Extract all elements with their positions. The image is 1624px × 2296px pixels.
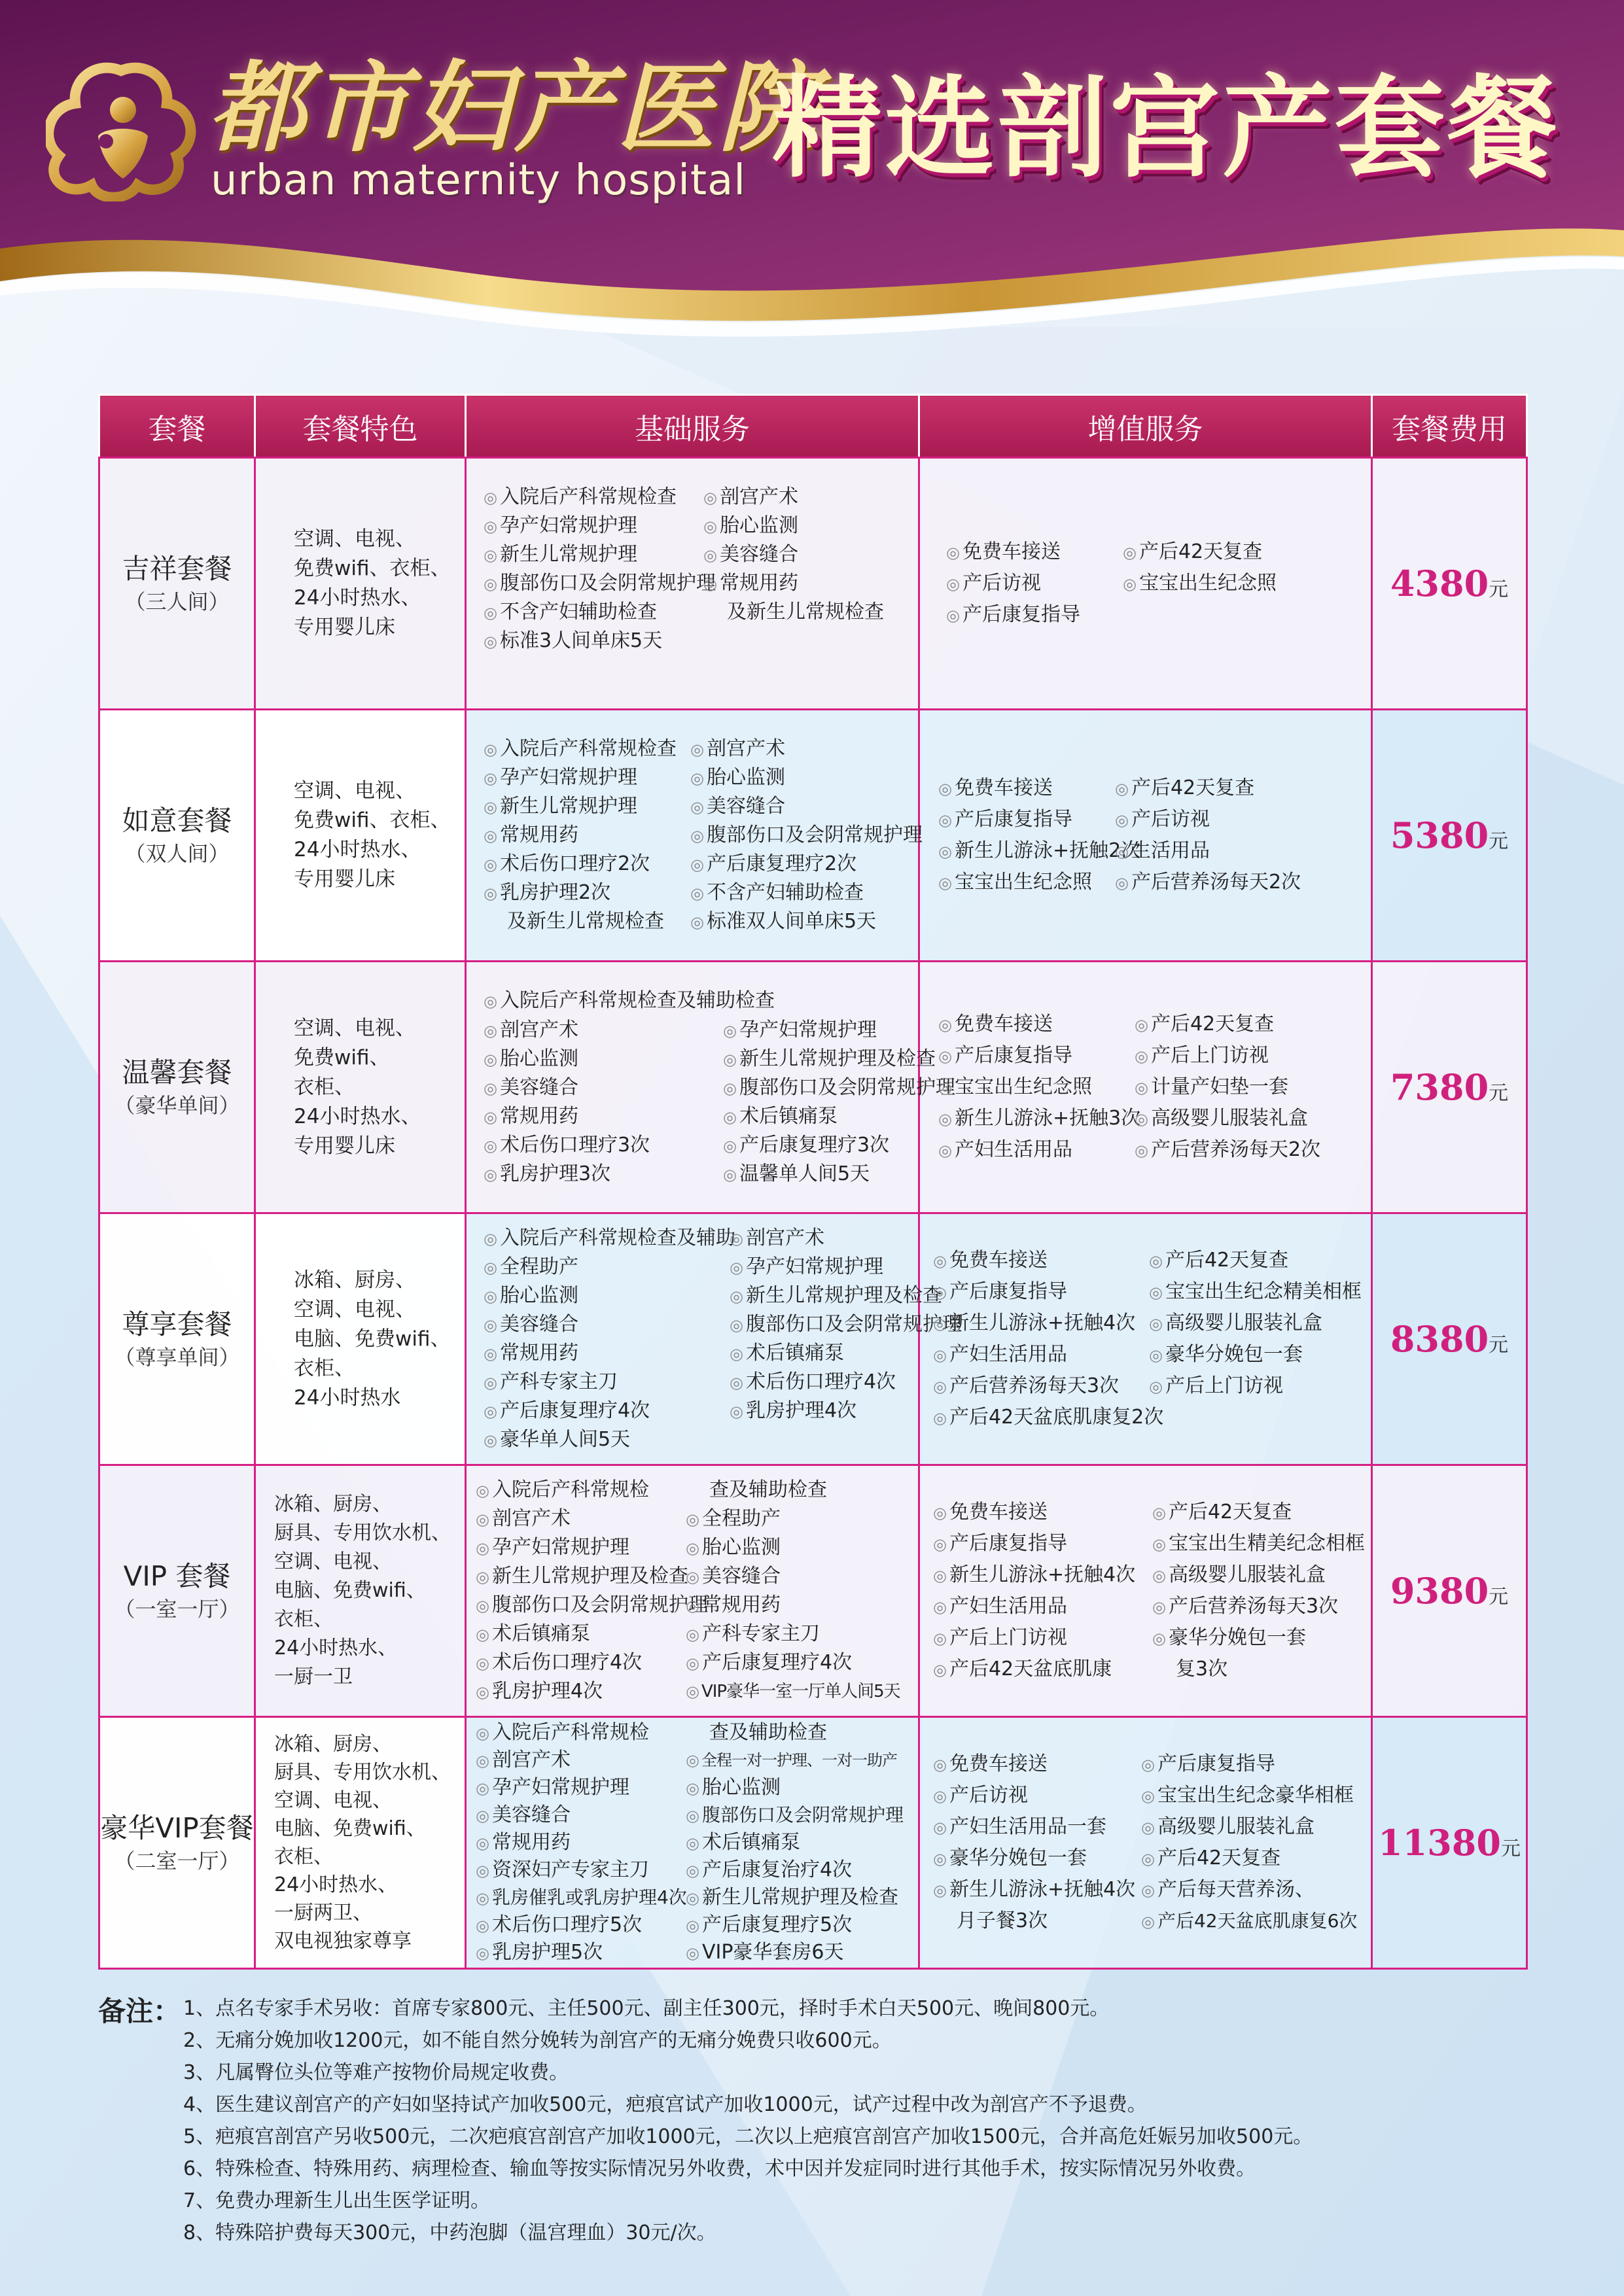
basic-services-cell (466, 962, 955, 1213)
package-name: 豪华VIP套餐 (100, 1812, 254, 1844)
note-item: 2、无痛分娩加收1200元，如不能自然分娩转为剖宫产的无痛分娩费只收600元。 (183, 2029, 892, 2052)
extra-item: ◎ 新生儿游泳+抚触4次 (933, 1559, 1152, 1591)
package-price: 11380 (1378, 1822, 1501, 1864)
header-extra-services: 增值服务 (919, 395, 1372, 458)
extra-item: ◎ 高级婴儿服装礼盒 (1152, 1559, 1368, 1591)
service-item: ◎ 孕产妇常规护理 (484, 763, 686, 792)
note-item: 7、免费办理新生儿出生医学证明。 (183, 2189, 491, 2212)
service-item: ◎ 产后康复理疗5次 (686, 1911, 914, 1939)
extra-item: ◎ 产妇生活用品 (938, 1134, 1135, 1166)
service-item: ◎ 腹部伤口及会阴常规护理 (730, 1310, 962, 1339)
extra-item: ◎ 产后42天盆底肌康复2次 (933, 1402, 1149, 1433)
price-unit: 元 (1489, 578, 1509, 601)
service-item: 及新生儿常规检查 (727, 600, 884, 623)
service-item: ◎ 术后镇痛泵 (723, 1102, 955, 1131)
service-item: ◎ 产后康复理疗2次 (690, 850, 923, 878)
extra-item: ◎ 产后上门访视 (1135, 1040, 1368, 1071)
extra-item: ◎ 产后42天复查 (1152, 1497, 1368, 1528)
service-item: ◎ 常规用药 (484, 821, 686, 850)
service-item: ◎ 入院后产科常规检查及辅助 (484, 1224, 726, 1253)
service-item: ◎ 产后康复治疗4次 (686, 1856, 914, 1884)
table-row (99, 1465, 1527, 1717)
package-price-cell (1372, 710, 1527, 962)
extra-item: ◎ 新生儿游泳+抚触2次 (938, 835, 1115, 867)
basic-services-cell (466, 1465, 919, 1717)
note-item: 3、凡属臀位头位等难产按物价局规定收费。 (183, 2061, 569, 2084)
package-features: 空调、电视、 免费wifi、衣柜、 24小时热水、 专用婴儿床 (294, 527, 451, 639)
table-row (99, 1213, 1527, 1465)
service-item: ◎ 腹部伤口及会阴常规护理 (723, 1073, 955, 1102)
service-item: ◎ 美容缝合 (686, 1562, 914, 1591)
service-item: ◎ 胎心监测 (484, 1045, 719, 1073)
extra-item: ◎ 高级婴儿服装礼盒 (1135, 1103, 1368, 1134)
service-item: ◎ 腹部伤口及会阴常规护理 (686, 1801, 914, 1829)
service-item: ◎ 术后镇痛泵 (686, 1829, 914, 1856)
extra-item: ◎ 新生儿游泳+抚触3次 (938, 1103, 1135, 1134)
service-item: ◎ 剖宫产术 (703, 483, 914, 512)
package-features: 空调、电视、 免费wifi、 衣柜、 24小时热水、 专用婴儿床 (294, 1016, 421, 1158)
service-item: ◎ 剖宫产术 (690, 735, 923, 763)
package-price-cell (1372, 1213, 1527, 1465)
service-item: ◎ 产后康复理疗4次 (484, 1397, 726, 1425)
package-price-cell (1372, 1465, 1527, 1717)
package-price: 5380 (1390, 814, 1489, 856)
service-item: ◎ 胎心监测 (686, 1774, 914, 1801)
service-item: ◎ 入院后产科常规检查 (484, 735, 686, 763)
service-item: ◎ 孕产妇常规护理 (723, 1016, 955, 1045)
header-price: 套餐费用 (1372, 395, 1527, 458)
service-item: ◎ 剖宫产术 (476, 1747, 682, 1774)
package-room-type: （一室一厅） (114, 1597, 240, 1622)
service-item: ◎ 不含产妇辅助检查 (690, 878, 923, 907)
package-room-type: （豪华单间） (114, 1093, 240, 1118)
service-item: ◎ 全程助产 (686, 1505, 914, 1533)
service-item: ◎ 乳房护理5次 (476, 1939, 682, 1966)
service-item: ◎ 美容缝合 (476, 1801, 682, 1829)
extra-item: ◎ 产后上门访视 (933, 1622, 1152, 1654)
service-item: ◎ 资深妇产专家主刀 (476, 1856, 682, 1884)
hospital-name-cn: 都市妇产医院 (208, 50, 821, 165)
extra-item: ◎ 高级婴儿服装礼盒 (1141, 1811, 1368, 1843)
package-name-cell (99, 1465, 255, 1717)
extra-item: ◎ 豪华分娩包一套 (1149, 1339, 1368, 1370)
package-room-type: （三人间） (124, 589, 230, 614)
extra-item: ◎ 产后营养汤每天3次 (1152, 1591, 1368, 1622)
extra-item: ◎ 免费车接送 (933, 1497, 1152, 1528)
package-name-cell (99, 1717, 255, 1969)
basic-services-cell (466, 1213, 962, 1465)
table-row (99, 1717, 1527, 1969)
service-item: ◎ 常规用药 (686, 1591, 914, 1620)
extra-services-cell (919, 458, 1372, 710)
package-price-cell (1372, 1717, 1527, 1969)
extra-item: ◎ 宝宝出生纪念照 (938, 867, 1115, 898)
package-features: 空调、电视、 免费wifi、衣柜、 24小时热水、 专用婴儿床 (294, 779, 451, 891)
extra-item: ◎ 产后42天复查 (1141, 1843, 1368, 1874)
service-item: ◎ 术后伤口理疗4次 (476, 1648, 682, 1677)
service-item: ◎ 新生儿常规护理 (484, 540, 699, 569)
extra-services-cell (919, 1717, 1372, 1969)
service-item: ◎ 美容缝合 (690, 792, 923, 821)
extra-item: ◎ 产妇生活用品 (933, 1339, 1149, 1370)
extra-item: 月子餐3次 (957, 1909, 1048, 1932)
service-item: ◎ 胎心监测 (703, 512, 914, 540)
package-name-cell (99, 710, 255, 962)
service-item: ◎ 腹部伤口及会阴常规护理 (476, 1591, 682, 1620)
service-item: ◎ 入院后产科常规检查及辅助检查 (484, 986, 914, 1016)
service-item: ◎ 术后伤口理疗2次 (484, 850, 686, 878)
service-item: ◎ 常规用药 (476, 1829, 682, 1856)
service-item: ◎ 剖宫产术 (484, 1016, 719, 1045)
service-item: ◎ 全程助产 (484, 1253, 726, 1281)
service-item: ◎ 新生儿常规护理及检查 (730, 1281, 962, 1310)
note-item: 6、特殊检查、特殊用药、病理检查、输血等按实际情况另外收费，术中因并发症同时进行其他手术，按实际情况另外收费。 (183, 2157, 1256, 2180)
service-item: ◎ 腹部伤口及会阴常规护理 (690, 821, 923, 850)
service-item: ◎ VIP豪华一室一厅单人间5天 (686, 1677, 914, 1706)
extra-item: 复3次 (1176, 1658, 1228, 1680)
service-item: ◎ 标准3人间单床5天 (484, 627, 699, 655)
service-item: ◎ 术后伤口理疗5次 (476, 1911, 682, 1939)
service-item: ◎ 标准双人间单床5天 (690, 907, 923, 936)
header-features: 套餐特色 (255, 395, 466, 458)
extra-item: ◎ 宝宝出生纪念照 (1123, 568, 1368, 599)
extra-item: ◎ 免费车接送 (933, 1245, 1149, 1276)
package-features-cell (255, 962, 466, 1213)
service-item: ◎ 常规用药 (703, 569, 914, 598)
service-item: ◎ 入院后产科常规检 (476, 1476, 682, 1505)
package-price: 7380 (1390, 1066, 1489, 1108)
package-name: 如意套餐 (122, 805, 232, 837)
package-room-type: （二室一厅） (114, 1849, 240, 1873)
service-item: ◎ 术后镇痛泵 (476, 1620, 682, 1648)
hospital-name-en: urban maternity hospital (211, 156, 747, 205)
extra-item: ◎ 免费车接送 (933, 1748, 1141, 1780)
extra-item: ◎ 产后营养汤每天2次 (1135, 1134, 1368, 1166)
extra-item: ◎ 产后康复指导 (946, 599, 1123, 631)
package-features-cell (255, 1717, 466, 1969)
package-features-cell (255, 1213, 466, 1465)
extra-item: ◎ 产后访视 (1115, 804, 1368, 835)
extra-item: ◎ 产后42天复查 (1123, 536, 1368, 568)
hospital-logo-icon (46, 58, 196, 201)
package-room-type: （双人间） (124, 841, 230, 866)
service-item: ◎ 全程一对一护理、一对一助产 (686, 1747, 914, 1774)
service-item: ◎ 乳房护理4次 (476, 1677, 682, 1706)
service-item: ◎ 新生儿常规护理及检查 (476, 1562, 682, 1591)
price-unit: 元 (1489, 1334, 1509, 1357)
header-package: 套餐 (99, 395, 255, 458)
package-features: 冰箱、厨房、 空调、电视、 电脑、免费wifi、 衣柜、 24小时热水 (294, 1268, 451, 1410)
extra-item: ◎ 产后康复指导 (938, 1040, 1135, 1071)
note-item: 8、特殊陪护费每天300元，中药泡脚（温宫理血）30元/次。 (183, 2221, 716, 2244)
service-item: ◎ VIP豪华套房6天 (686, 1939, 914, 1966)
extra-services-cell (919, 710, 1372, 962)
service-item: ◎ 产后康复理疗4次 (686, 1648, 914, 1677)
extra-item: ◎ 产后营养汤每天3次 (933, 1370, 1149, 1402)
service-item: ◎ 新生儿常规护理及检查 (686, 1884, 914, 1911)
service-item: ◎ 乳房护理3次 (484, 1160, 719, 1189)
service-item: ◎ 胎心监测 (484, 1281, 726, 1310)
package-features-cell (255, 710, 466, 962)
extra-item: ◎ 宝宝出生精美纪念相框 (1152, 1528, 1368, 1559)
service-item: ◎ 新生儿常规护理 (484, 792, 686, 821)
extra-item: ◎ 产后42天复查 (1149, 1245, 1368, 1276)
service-item: ◎ 乳房催乳或乳房护理4次 (476, 1884, 682, 1911)
extra-item: ◎ 宝宝出生纪念精美相框 (1149, 1276, 1368, 1308)
extra-item: ◎ 产后访视 (933, 1780, 1141, 1811)
package-name-cell (99, 1213, 255, 1465)
basic-services-cell (466, 458, 919, 710)
package-price: 9380 (1390, 1570, 1489, 1612)
header-basic-services: 基础服务 (466, 395, 919, 458)
service-item: ◎ 术后伤口理疗4次 (730, 1368, 962, 1397)
extra-item: ◎ 免费车接送 (938, 1009, 1135, 1040)
package-features: 冰箱、厨房、 厨具、专用饮水机、 空调、电视、 电脑、免费wifi、 衣柜、 24小时热水、 一厨两卫、 双电视独家尊享 (274, 1733, 451, 1953)
service-item: 查及辅助检查 (709, 1478, 827, 1501)
service-item: ◎ 新生儿常规护理及检查 (723, 1045, 955, 1073)
extra-item: ◎ 豪华分娩包一套 (933, 1843, 1141, 1874)
service-item: ◎ 孕产妇常规护理 (476, 1774, 682, 1801)
extra-item: ◎ 宝宝出生纪念豪华相框 (1141, 1780, 1368, 1811)
extra-item: ◎ 生活用品 (1115, 835, 1368, 867)
service-item: ◎ 胎心监测 (686, 1533, 914, 1562)
extra-services-cell (919, 1213, 1372, 1465)
service-item: ◎ 常规用药 (484, 1339, 726, 1368)
extra-item: ◎ 产后营养汤每天2次 (1115, 867, 1368, 898)
package-name: 温馨套餐 (122, 1056, 232, 1088)
service-item: ◎ 术后伤口理疗3次 (484, 1131, 719, 1160)
extra-services-cell (919, 962, 1372, 1213)
package-name-cell (99, 458, 255, 710)
extra-item: ◎ 新生儿游泳+抚触4次 (933, 1874, 1141, 1905)
service-item: ◎ 乳房护理2次 (484, 878, 686, 907)
extra-item: ◎ 产后42天复查 (1135, 1009, 1368, 1040)
service-item: ◎ 美容缝合 (703, 540, 914, 569)
extra-item: ◎ 产后42天盆底肌康复6次 (1141, 1905, 1368, 1937)
extra-item: ◎ 高级婴儿服装礼盒 (1149, 1308, 1368, 1339)
table-row (99, 962, 1527, 1213)
package-price-cell (1372, 962, 1527, 1213)
package-features: 冰箱、厨房、 厨具、专用饮水机、 空调、电视、 电脑、免费wifi、 衣柜、 24小时热水、 一厨一卫 (274, 1493, 451, 1688)
service-item: 及新生儿常规检查 (507, 910, 664, 933)
extra-item: ◎ 产后上门访视 (1149, 1370, 1368, 1402)
package-features-cell (255, 458, 466, 710)
service-item: ◎ 豪华单人间5天 (484, 1425, 726, 1454)
service-item: ◎ 腹部伤口及会阴常规护理 (484, 569, 699, 598)
service-item: ◎ 术后镇痛泵 (730, 1339, 962, 1368)
extra-item: ◎ 产后康复指导 (938, 804, 1115, 835)
package-name: 尊享套餐 (122, 1308, 232, 1340)
notes-list (183, 1992, 1544, 2249)
extra-item: ◎ 产后每天营养汤、 (1141, 1874, 1368, 1905)
extra-item: ◎ 产后康复指导 (933, 1528, 1152, 1559)
notes-label: 备注： (98, 1995, 181, 2027)
package-room-type: （尊享单间） (114, 1345, 240, 1370)
service-item: ◎ 乳房护理4次 (730, 1397, 962, 1425)
service-item: ◎ 常规用药 (484, 1102, 719, 1131)
service-item: ◎ 温馨单人间5天 (723, 1160, 955, 1189)
table-row (99, 710, 1527, 962)
price-unit: 元 (1489, 830, 1509, 853)
service-item: ◎ 入院后产科常规检查 (484, 483, 699, 512)
note-item: 4、医生建议剖宫产的产妇如坚持试产加收500元，疤痕宫试产加收1000元，试产过程中改为剖宫产不予退费。 (183, 2093, 1147, 2116)
extra-item: ◎ 产后访视 (946, 568, 1123, 599)
extra-item: ◎ 产后康复指导 (1141, 1748, 1368, 1780)
table-row (99, 458, 1527, 710)
service-item: ◎ 剖宫产术 (476, 1505, 682, 1533)
service-item: ◎ 产科专家主刀 (686, 1620, 914, 1648)
extra-item: ◎ 计量产妇垫一套 (1135, 1071, 1368, 1103)
page-title: 精选剖宫产套餐 (772, 64, 1560, 192)
extra-item: ◎ 产后42天盆底肌康 (933, 1654, 1152, 1685)
price-unit: 元 (1489, 1082, 1509, 1105)
service-item: ◎ 不含产妇辅助检查 (484, 598, 699, 627)
extra-item: ◎ 免费车接送 (946, 536, 1123, 568)
package-table (98, 394, 1528, 1970)
table-header-row (99, 395, 1527, 458)
package-price-cell (1372, 458, 1527, 710)
package-price: 4380 (1390, 563, 1489, 604)
basic-services-cell (466, 1717, 919, 1969)
extra-item: ◎ 产妇生活用品一套 (933, 1811, 1141, 1843)
extra-item: ◎ 免费车接送 (938, 773, 1115, 804)
service-item: 查及辅助检查 (709, 1721, 827, 1744)
service-item: ◎ 入院后产科常规检 (476, 1719, 682, 1747)
service-item: ◎ 美容缝合 (484, 1073, 719, 1102)
package-price: 8380 (1390, 1318, 1489, 1360)
price-unit: 元 (1489, 1586, 1509, 1609)
extra-services-cell (919, 1465, 1372, 1717)
package-name: VIP 套餐 (123, 1560, 231, 1592)
service-item: ◎ 产科专家主刀 (484, 1368, 726, 1397)
service-item: ◎ 孕产妇常规护理 (730, 1253, 962, 1281)
extra-item: ◎ 产后42天复查 (1115, 773, 1368, 804)
service-item: ◎ 孕产妇常规护理 (484, 512, 699, 540)
extra-item: ◎ 产妇生活用品 (933, 1591, 1152, 1622)
package-name: 吉祥套餐 (122, 553, 232, 585)
service-item: ◎ 孕产妇常规护理 (476, 1533, 682, 1562)
extra-item: ◎ 产后康复指导 (933, 1276, 1149, 1308)
package-name-cell (99, 962, 255, 1213)
note-item: 5、疤痕宫剖宫产另收500元，二次疤痕宫剖宫产加收1000元，二次以上疤痕宫剖宫产加收1500元，合并高危妊娠另加收500元。 (183, 2125, 1313, 2148)
extra-item: ◎ 宝宝出生纪念照 (938, 1071, 1135, 1103)
extra-item: ◎ 新生儿游泳+抚触4次 (933, 1308, 1149, 1339)
service-item: ◎ 剖宫产术 (730, 1224, 962, 1253)
extra-item: ◎ 豪华分娩包一套 (1152, 1622, 1368, 1654)
service-item: ◎ 美容缝合 (484, 1310, 726, 1339)
service-item: ◎ 胎心监测 (690, 763, 923, 792)
note-item: 1、点名专家手术另收：首席专家800元、主任500元、副主任300元，择时手术白天500元、晚间800元。 (183, 1997, 1110, 2020)
price-unit: 元 (1500, 1837, 1521, 1860)
package-features-cell (255, 1465, 466, 1717)
basic-services-cell (466, 710, 923, 962)
service-item: ◎ 产后康复理疗3次 (723, 1131, 955, 1160)
